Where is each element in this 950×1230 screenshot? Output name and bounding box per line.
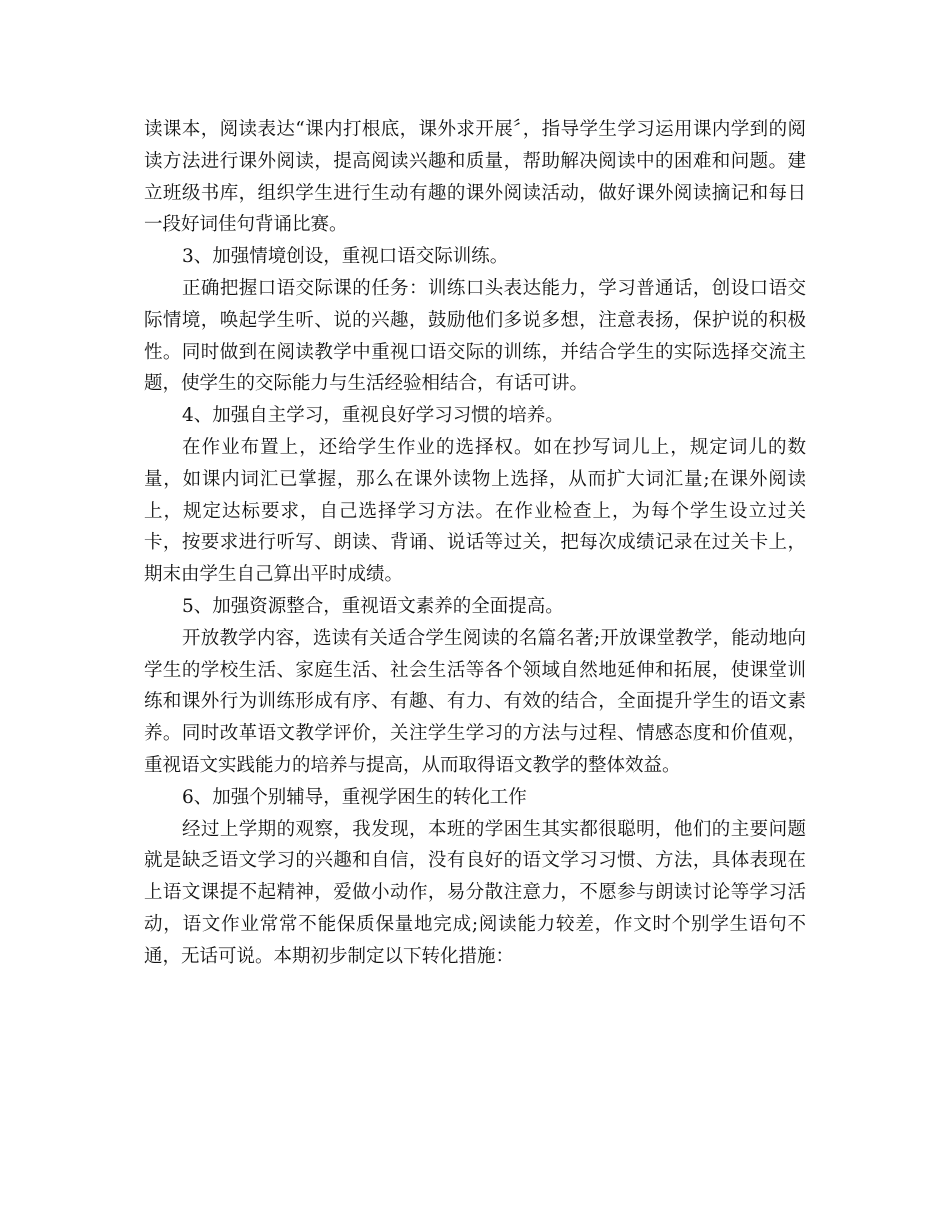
- paragraph-struggling-students: 经过上学期的观察，我发现，本班的学困生其实都很聪明，他们的主要问题就是缺乏语文学习的兴趣和自信，没有良好的语文学习习惯、方法，具体表现在上语文课提不起精神，爱做小动作，易分散注意力，不愿参与朗读讨论等学习活动，语文作业常常不能保质保量地完成;阅读能力较差，作文时个别学生语句不通，无话可说。本期初步制定以下转化措施：: [144, 818, 806, 967]
- heading-item-3: 3、加强情境创设，重视口语交际训练。: [182, 246, 509, 268]
- document-body: [144, 114, 806, 973]
- heading-item-5: 5、加强资源整合，重视语文素养的全面提高。: [182, 595, 564, 617]
- paragraph-resource-integration: 开放教学内容，选读有关适合学生阅读的名篇名著;开放课堂教学，能动地向学生的学校生活、家庭生活、社会生活等各个领域自然地延伸和拓展，使课堂训练和课外行为训练形成有序、有趣、有力、有效的结合，全面提升学生的语文素养。同时改革语文教学评价，关注学生学习的方法与过程、情感态度和价值观，重视语文实践能力的培养与提高，从而取得语文教学的整体效益。: [144, 627, 806, 776]
- paragraph-homework: 在作业布置上，还给学生作业的选择权。如在抄写词儿上，规定词儿的数量，如课内词汇已掌握，那么在课外读物上选择，从而扩大词汇量;在课外阅读上，规定达标要求，自己选择学习方法。在作业检查上，为每个学生设立过关卡，按要求进行听写、朗读、背诵、说话等过关，把每次成绩记录在过关卡上，期末由学生自己算出平时成绩。: [144, 436, 806, 586]
- heading-item-6: 6、加强个别辅导，重视学困生的转化工作: [182, 786, 527, 808]
- paragraph-oral-communication: 正确把握口语交际课的任务：训练口头表达能力，学习普通话，创设口语交际情境，唤起学生听、说的兴趣，鼓励他们多说多想，注意表扬，保护说的积极性。同时做到在阅读教学中重视口语交际的训练，并结合学生的实际选择交流主题，使学生的交际能力与生活经验相结合，有话可讲。: [144, 277, 806, 395]
- paragraph-continued-reading: 读课本，阅读表达“课内打根底，课外求开展〞，指导学生学习运用课内学到的阅读方法进行课外阅读，提高阅读兴趣和质量，帮助解决阅读中的困难和问题。建立班级书库，组织学生进行生动有趣的课外阅读活动，做好课外阅读摘记和每日一段好词佳句背诵比赛。: [144, 119, 806, 236]
- heading-item-4: 4、加强自主学习，重视良好学习习惯的培养。: [182, 405, 564, 427]
